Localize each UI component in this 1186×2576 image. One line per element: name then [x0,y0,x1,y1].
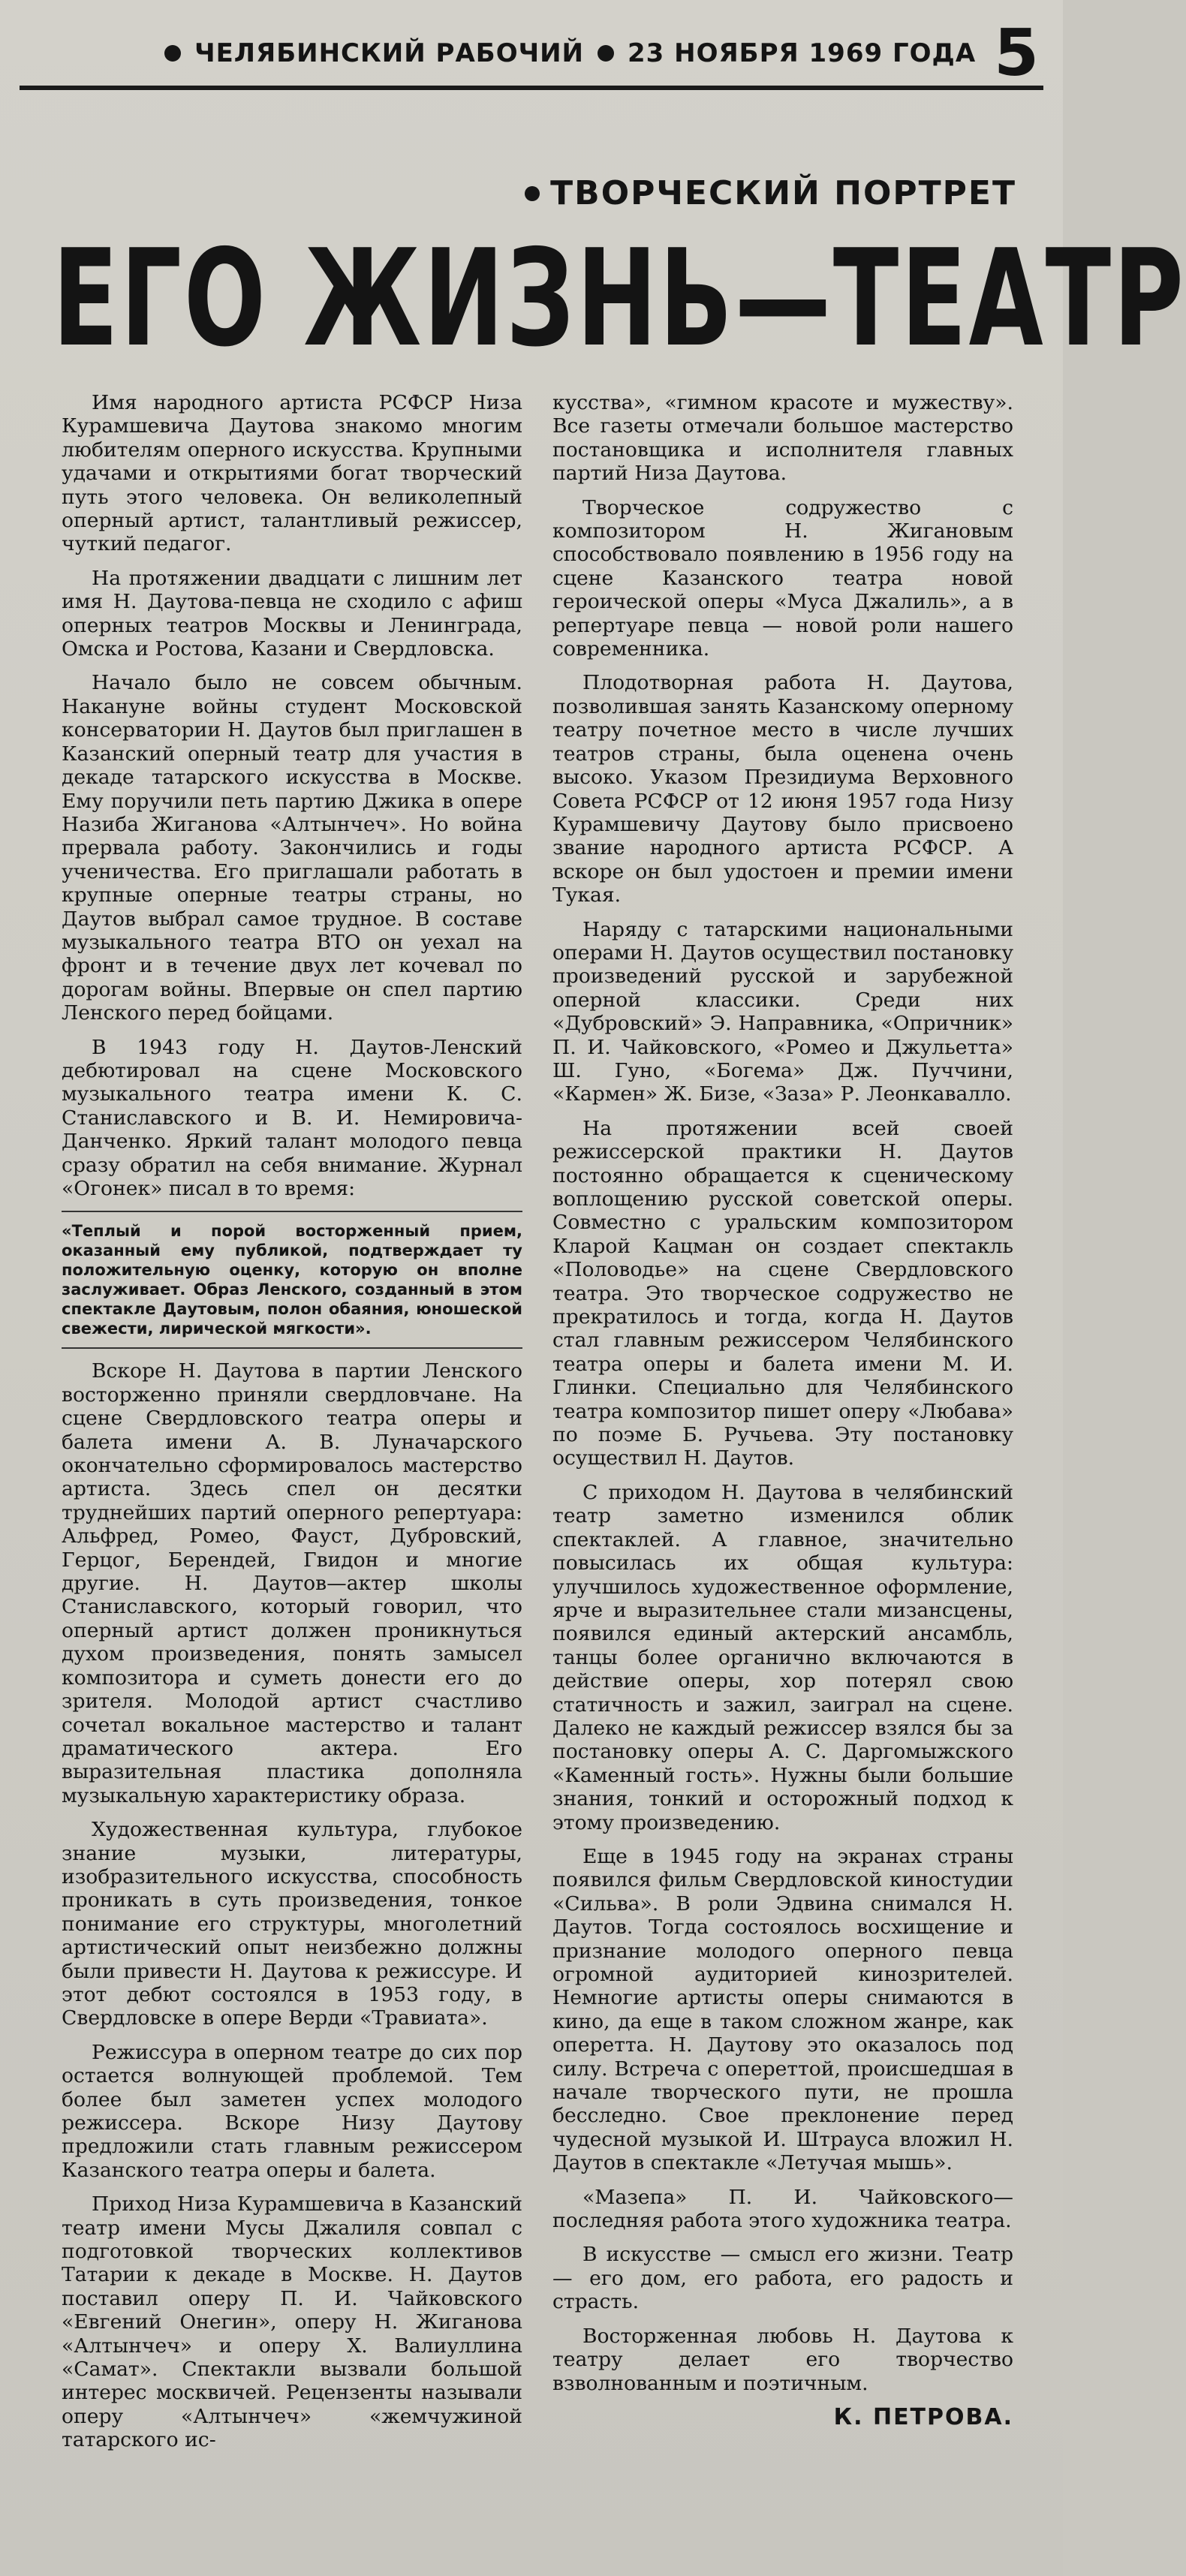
author-signature: К. ПЕТРОВА. [833,2403,1013,2430]
article-headline: ЕГО ЖИЗНЬ—ТЕАТР [53,221,1186,376]
article-column-left [62,391,522,2463]
paragraph: Плодотворная работа Н. Даутова, позволившая занять Казанскому оперному театру почетное место в числе лучших театров страны, была оценена очень высоко. Указом Президиума Верховного Совета РСФСР от 12 июня 1957 года Низу Курамшевичу Даутову было присвоено звание народного артиста РСФСР. А вскоре он был удостоен и премии имени Тукая. [552,671,1013,907]
article-column-right [552,391,1013,2463]
bullet-icon [164,45,181,62]
rubric-label: ТВОРЧЕСКИЙ ПОРТРЕТ [550,174,1016,212]
paragraph: Начало было не совсем обычным. Накануне войны студент Московской консерватории Н. Даутов был приглашен в Казанский оперный театр для участия в декаде татарского искусства в Москве. Ему поручили петь партию Джика в опере Назиба Жиганова «Алтынчеч». Но война прервала работу. Закончились и годы ученичества. Его приглашали работать в крупные оперные театры страны, но Даутов выбрал самое трудное. В составе музыкального театра ВТО он уехал на фронт и в течение двух лет кочевал по дорогам войны. Впервые он спел партию Ленского перед бойцами. [62,671,522,1025]
paragraph: «Мазепа» П. И. Чайковского—последняя работа этого художника театра. [552,2185,1013,2233]
newspaper-title: ЧЕЛЯБИНСКИЙ РАБОЧИЙ [194,38,584,68]
paragraph: В 1943 году Н. Даутов-Ленский дебютировал на сцене Московского музыкального театра имени К. С. Станиславского и В. И. Немировича-Данченко. Яркий талант молодого певца сразу обратил на себя внимание. Журнал «Огонек» писал в то время: [62,1035,522,1200]
masthead [20,16,1043,91]
paragraph: Творческое содружество с композитором Н. Жигановым способствовало появлению в 1956 году на сцене Казанского театра новой героической оперы «Муса Джалиль», а в репертуаре певца — новой роли нашего современника. [552,495,1013,661]
paragraph: Наряду с татарскими национальными операми Н. Даутов осуществил постановку произведений русской и зарубежной оперной классики. Среди них «Дубровский» Э. Направника, «Опричник» П. И. Чайковского, «Ромео и Джульетта» Ш. Гуно, «Богема» Дж. Пуччини, «Кармен» Ж. Бизе, «Заза» Р. Леонкавалло. [552,917,1013,1106]
bullet-icon [525,186,540,201]
paragraph: Восторженная любовь Н. Даутова к театру делает его творчество взволнованным и поэтичным. [552,2324,1013,2395]
paragraph: С приходом Н. Даутова в челябинский театр заметно изменился облик спектаклей. А главное, значительно повысилась их общая культура: улучшилось художественное оформление, ярче и выразительнее стали мизансцены, появился единый актерский ансамбль, танцы более органично включаются в действие оперы, хор потерял свою статичность и зажил, заиграл на сцене. Далеко не каждый режиссер взялся бы за постановку оперы А. С. Даргомыжского «Каменный гость». Нужны были большие знания, тонкий и осторожный подход к этому произведению. [552,1480,1013,1834]
paragraph: Режиссура в оперном театре до сих пор остается волнующей проблемой. Тем более был заметен успех молодого режиссера. Вскоре Низу Даутову предложили стать главным режиссером Казанского театра оперы и балета. [62,2040,522,2182]
paragraph: Имя народного артиста РСФСР Низа Курамшевича Даутова знакомо многим любителям оперного искусства. Крупными удачами и открытиями богат творческий путь этого человека. Он великолепный оперный артист, талантливый режиссер, чуткий педагог. [62,391,522,556]
paragraph: Художественная культура, глубокое знание музыки, литературы, изобразительного искусства, способность проникать в суть произведения, тонкое понимание его структуры, многолетний артистический опыт неизбежно должны были привести Н. Даутова к режиссуре. И этот дебют состоялся в 1953 году, в Свердловске в опере Верди «Травиата». [62,1818,522,2030]
paragraph: В искусстве — смысл его жизни. Театр — его дом, его работа, его радость и страсть. [552,2243,1013,2314]
article-body [20,391,1043,2463]
quote-block: «Теплый и порой восторженный прием, оказанный ему публикой, подтверждает ту положительную оценку, которую он вполне заслуживает. Образ Ленского, созданный в этом спектакле Даутовым, полон обаяния, юношеской свежести, лирической мягкости». [62,1211,522,1349]
bullet-icon [598,45,614,62]
paragraph: На протяжении двадцати с лишним лет имя Н. Даутова-певца не сходило с афиш оперных театров Москвы и Ленинграда, Омска и Ростова, Казани и Свердловска. [62,566,522,661]
paragraph: Вскоре Н. Даутова в партии Ленского восторженно приняли свердловчане. На сцене Свердловского театра оперы и балета имени А. В. Луначарского окончательно сформировалось мастерство артиста. Здесь спел он десятки труднейших партий оперного репертуара: Альфред, Ромео, Фауст, Дубровский, Герцог, Берендей, Гвидон и многие другие. Н. Даутов—актер школы Станиславского, который говорил, что оперный артист должен проникнуться духом произведения, понять замысел композитора и суметь донести его до зрителя. Молодой артист счастливо сочетал вокальное мастерство и талант драматического актера. Его выразительная пластика дополняла музыкальную характеристику образа. [62,1359,522,1807]
paragraph: кусства», «гимном красоте и мужеству». Все газеты отмечали большое мастерство постановщика и исполнителя главных партий Низа Даутова. [552,391,1013,486]
rubric [20,174,1043,212]
issue-date: 23 НОЯБРЯ 1969 ГОДА [627,38,977,68]
page-number: 5 [994,16,1039,91]
paragraph: Еще в 1945 году на экранах страны появился фильм Свердловской киностудии «Сильва». В роли Эдвина снимался Н. Даутов. Тогда состоялось восхищение и признание молодого оперного певца огромной аудиторией кинозрителей. Немногие артисты оперы снимаются в кино, да еще в таком сложном жанре, как оперетта. Н. Даутову это оказалось под силу. Встреча с опереттой, происшедшая в начале творческого пути, не прошла бесследно. Свое преклонение перед чудесной музыкой И. Штрауса вложил Н. Даутов в спектакле «Летучая мышь». [552,1844,1013,2175]
paragraph: На протяжении всей своей режиссерской практики Н. Даутов постоянно обращается к сценическому воплощению русской советской оперы. Совместно с уральским композитором Кларой Кацман он создает спектакль «Половодье» на сцене Свердловского театра. Это творческое содружество не прекратилось и тогда, когда Н. Даутов стал главным режиссером Челябинского театра оперы и балета имени М. И. Глинки. Специально для Челябинского театра композитор пишет оперу «Любава» по поэме Б. Ручьева. Эту постановку осуществил Н. Даутов. [552,1116,1013,1470]
paragraph: Приход Низа Курамшевича в Казанский театр имени Мусы Джалиля совпал с подготовкой творческих коллективов Татарии к декаде в Москве. Н. Даутов поставил оперу П. И. Чайковского «Евгений Онегин», оперу Н. Жиганова «Алтынчеч» и оперу Х. Валиуллина «Самат». Спектакли вызвали большой интерес москвичей. Рецензенты называли оперу «Алтынчеч» «жемчужиной татарского ис- [62,2192,522,2452]
